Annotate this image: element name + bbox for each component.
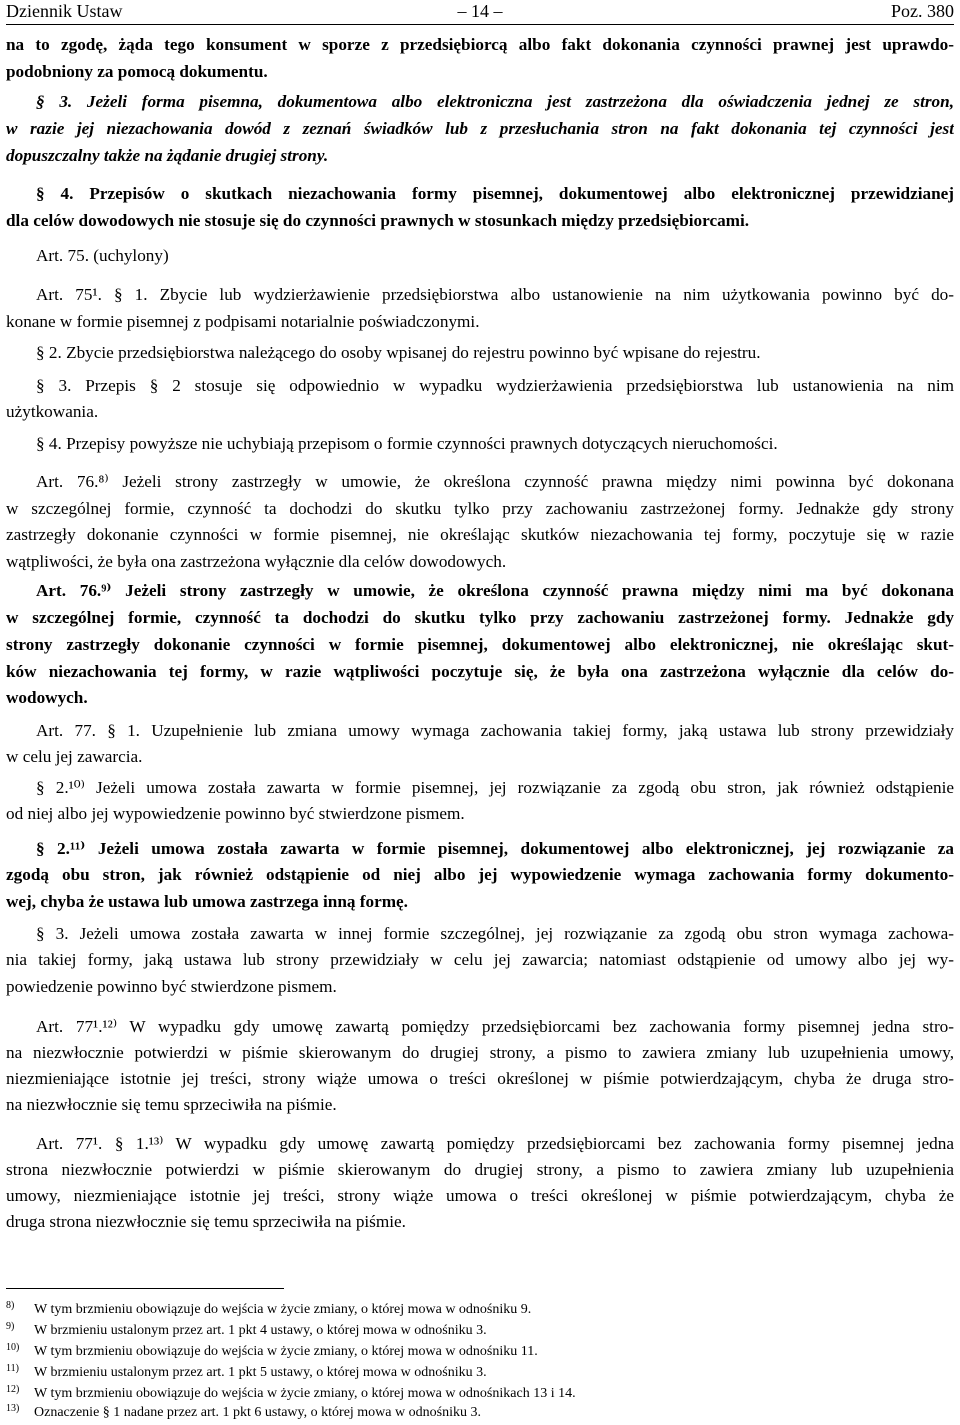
paragraph-start: Art. 76.⁹⁾ Jeżeli strony zastrzegły w umowie, że określona czynność prawna między nimi ma być dokonana (36, 581, 954, 600)
text-line: dla celów dowodowych nie stosuje się do czynności prawnych w stosunkach między przedsiębiorcami. (6, 211, 750, 230)
text-line: od niej albo jej wypowiedzenie powinno być stwierdzone pismem. (6, 804, 465, 823)
text-line: na niezwłocznie potwierdzi w piśmie skierowanym do drugiej strony, a pismo to zawiera zmiany lub uzupełnienia umowy, (6, 1043, 954, 1062)
paragraph-start: § 4. Przepisów o skutkach niezachowania formy pisemnej, dokumentowej albo elektronicznej przewidzianej (36, 184, 954, 203)
paragraph-start: Art. 77¹.¹²⁾ W wypadku gdy umowę zawartą pomiędzy przedsiębiorcami bez zachowania formy pisemnej jedna stro- (36, 1017, 954, 1036)
footnote-text: W tym brzmieniu obowiązuje do wejścia w życie zmiany, o której mowa w odnośniku 9. (34, 1302, 532, 1317)
text-line: wątpliwości, że była ona zastrzeżona wyłącznie dla celów dowodowych. (6, 552, 507, 571)
footnote-text: W tym brzmieniu obowiązuje do wejścia w życie zmiany, o której mowa w odnośniku 11. (34, 1344, 538, 1359)
footnote-separator (6, 1288, 284, 1289)
paragraph-start: § 3. Przepis § 2 stosuje się odpowiednio w wypadku wydzierżawienia przedsiębiorstwa lub ustanowienia na nim (36, 376, 954, 395)
paragraph-start: Art. 75¹. § 1. Zbycie lub wydzierżawienie przedsiębiorstwa albo ustanowienie na nim użytkowania powinno być do- (36, 285, 954, 304)
text-line: ków niezachowania tej formy, w razie wątpliwości poczytuje się, że była ona zastrzeżona wyłącznie dla celów do- (6, 662, 954, 681)
position-number: Poz. 380 (891, 1, 954, 21)
text-line: w celu jej zawarcia. (6, 747, 143, 766)
text-line: nia takiej formy, jaką ustawa lub strony przewidziały w celu jej zawarcia; natomiast odstąpienie od umowy albo jej wy- (6, 950, 954, 969)
text-line: użytkowania. (6, 402, 99, 421)
text-line: zgodą obu stron, jak również odstąpienie od niej albo jej wypowiedzenie wymaga zachowania formy dokumento- (6, 865, 954, 884)
footnote-number: 11) (6, 1363, 19, 1374)
text-line: wodowych. (6, 688, 88, 707)
text-line: na niezwłocznie się temu sprzeciwiła na piśmie. (6, 1095, 337, 1114)
article-heading: Art. 75. (uchylony) (36, 246, 169, 265)
text-line: wej, chyba że ustawa lub umowa zastrzega inną formę. (6, 892, 408, 911)
text-line: na to zgodę, żąda tego konsument w sporze z przedsiębiorcą albo fakt dokonania czynności prawnej jest uprawdo- (6, 35, 954, 54)
footnote-number: 13) (6, 1403, 20, 1414)
paragraph-start: § 2.¹⁰⁾ Jeżeli umowa została zawarta w formie pisemnej, jej rozwiązanie za zgodą obu stron, jak również odstąpienie (36, 778, 954, 797)
text-line: w razie jej niezachowania dowód z zeznań świadków lub z przesłuchania stron na fakt dokonania tej czynności jest (6, 119, 954, 138)
text-line: konane w formie pisemnej z podpisami notarialnie poświadczonymi. (6, 312, 480, 331)
footnote-number: 12) (6, 1384, 20, 1395)
paragraph-start: Art. 77. § 1. Uzupełnienie lub zmiana umowy wymaga zachowania takiej formy, jaką ustawa lub strony przewidziały (36, 721, 954, 740)
footnote-number: 10) (6, 1342, 20, 1353)
text-line: zastrzegły dokonanie czynności w formie pisemnej, nie określając skutków niezachowania tej formy, poczytuje się w razie (6, 525, 954, 544)
footnote-number: 9) (6, 1321, 15, 1332)
text-line: umowy, niezmieniające istotnie jej treści, strony wiąże umowa o treści określonej w piśmie potwierdzającym, chyba że (6, 1186, 954, 1205)
paragraph-start: § 4. Przepisy powyższe nie uchybiają przepisom o formie czynności prawnych dotyczących nieruchomości. (36, 434, 778, 453)
journal-title: Dziennik Ustaw (6, 1, 123, 21)
paragraph-start: § 3. Jeżeli forma pisemna, dokumentowa albo elektroniczna jest zastrzeżona dla oświadczenia jednej ze stron, (36, 92, 954, 111)
paragraph-start: Art. 77¹. § 1.¹³⁾ W wypadku gdy umowę zawartą pomiędzy przedsiębiorcami bez zachowania formy pisemnej jedna (36, 1134, 954, 1153)
text-line: druga strona niezwłocznie się temu sprzeciwiła na piśmie. (6, 1212, 406, 1231)
paragraph-start: Art. 76.⁸⁾ Jeżeli strony zastrzegły w umowie, że określona czynność prawna między nimi powinna być dokonana (36, 472, 954, 491)
footnote-text: W brzmieniu ustalonym przez art. 1 pkt 5 ustawy, o której mowa w odnośniku 3. (34, 1365, 487, 1380)
page-number: – 14 – (457, 1, 503, 21)
text-line: podobniony za pomocą dokumentu. (6, 62, 268, 81)
text-line: strona niezwłocznie potwierdzi w piśmie skierowanym do drugiej strony, a pismo to zawiera zmiany lub uzupełnienia (6, 1160, 954, 1179)
paragraph-start: § 3. Jeżeli umowa została zawarta w innej formie szczególnej, jej rozwiązanie za zgodą obu stron wymaga zachowa- (36, 924, 954, 943)
text-line: w szczególnej formie, czynność ta dochodzi do skutku tylko przy zachowaniu zastrzeżonej formy. Jednakże gdy (6, 608, 954, 627)
page-header (6, 0, 954, 25)
footnote (6, 1300, 954, 1320)
footnote (6, 1342, 954, 1362)
text-line: dopuszczalny także na żądanie drugiej strony. (6, 146, 329, 165)
footnote-text: W tym brzmieniu obowiązuje do wejścia w życie zmiany, o której mowa w odnośnikach 13 i 14. (34, 1386, 576, 1401)
text-line: powiedzenie powinno być stwierdzone pismem. (6, 977, 337, 996)
footnote (6, 1363, 954, 1383)
footnote (6, 1321, 954, 1341)
footnote (6, 1403, 954, 1423)
text-line: strony zastrzegły dokonanie czynności w formie pisemnej, dokumentowej albo elektronicznej, nie określając skut- (6, 635, 954, 654)
footnote-text: W brzmieniu ustalonym przez art. 1 pkt 4 ustawy, o której mowa w odnośniku 3. (34, 1323, 487, 1338)
footnote-number: 8) (6, 1300, 15, 1311)
paragraph-start: § 2.¹¹⁾ Jeżeli umowa została zawarta w formie pisemnej, dokumentowej albo elektronicznej, jej rozwiązanie za (36, 839, 954, 858)
paragraph-start: § 2. Zbycie przedsiębiorstwa należącego do osoby wpisanej do rejestru powinno być wpisane do rejestru. (36, 343, 761, 362)
text-line: niezmieniające istotnie jej treści, strony wiąże umowa o treści określonej w piśmie potwierdzającym, chyba że druga stro- (6, 1069, 954, 1088)
footnote (6, 1384, 954, 1404)
footnote-text: Oznaczenie § 1 nadane przez art. 1 pkt 6 ustawy, o której mowa w odnośniku 3. (34, 1405, 481, 1420)
text-line: w szczególnej formie, czynność ta dochodzi do skutku tylko przy zachowaniu zastrzeżonej formy. Jednakże gdy strony (6, 499, 954, 518)
